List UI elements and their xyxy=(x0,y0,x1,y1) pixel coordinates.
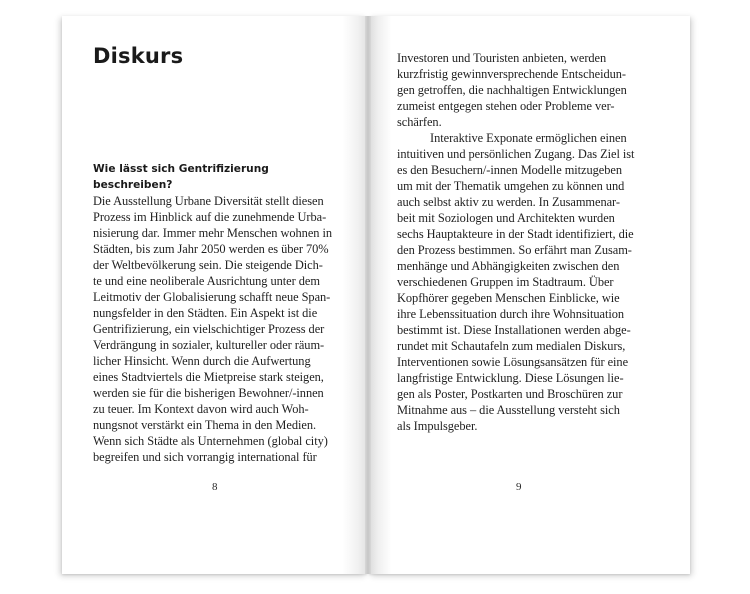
body-line: der Weltbevölkerung sein. Die steigende Dich- xyxy=(93,258,323,272)
subheading-line: Wie lässt sich Gentrifizierung xyxy=(93,163,269,175)
body-line: auch selbst aktiv zu werden. In Zusammenar- xyxy=(397,195,620,209)
body-line: gen getroffen, die nachhaltigen Entwicklungen xyxy=(397,83,627,97)
page-number-left: 8 xyxy=(212,481,218,493)
body-line: intuitiven und persönlichen Zugang. Das Ziel ist xyxy=(397,147,635,161)
body-line: eines Stadtviertels die Mietpreise stark steigen, xyxy=(93,370,324,384)
body-line: nungsnot verstärkt ein Thema in den Medien. xyxy=(93,418,317,432)
body-line: bestimmt ist. Diese Installationen werden abge- xyxy=(397,323,631,337)
body-line: Verdrängung in sozialer, kultureller oder räum- xyxy=(93,338,325,352)
body-line: Prozess im Hinblick auf die zunehmende Urba- xyxy=(93,210,327,224)
body-line: nisierung dar. Immer mehr Menschen wohnen in xyxy=(93,226,333,240)
body-line: gen als Poster, Postkarten und Broschüren zur xyxy=(397,387,623,401)
body-line: Gentrifizierung, ein vielschichtiger Prozess der xyxy=(93,322,325,336)
body-line: Investoren und Touristen anbieten, werden xyxy=(397,51,607,65)
body-line-indented: Interaktive Exponate ermöglichen einen xyxy=(430,131,627,145)
body-line: rundet mit Schautafeln zum medialen Diskurs, xyxy=(397,339,626,353)
body-line: kurzfristig gewinnversprechende Entscheidun- xyxy=(397,67,627,81)
body-line: ihre Lebenssituation durch ihre Wohnsituation xyxy=(397,307,625,321)
body-line: zu teuer. Im Kontext davon wird auch Woh- xyxy=(93,402,309,416)
body-line: licher Hinsicht. Wenn durch die Aufwertung xyxy=(93,354,311,368)
body-line: Interventionen sowie Lösungsansätzen für eine xyxy=(397,355,629,369)
section-subheading xyxy=(93,161,313,193)
body-line: den Prozess bestimmen. So erfährt man Zusam- xyxy=(397,243,632,257)
body-line: um mit der Thematik umgehen zu können und xyxy=(397,179,625,193)
body-line: Mitnahme aus – die Ausstellung versteht sich xyxy=(397,403,620,417)
book-gutter xyxy=(365,16,371,574)
body-line: Kopfhörer gegeben Menschen Einblicke, wie xyxy=(397,291,620,305)
right-body-text xyxy=(397,50,657,434)
page-number-right: 9 xyxy=(516,481,522,493)
body-line: langfristige Entwicklung. Diese Lösungen lie- xyxy=(397,371,624,385)
body-line: werden sie für die bisherigen Bewohner/-innen xyxy=(93,386,324,400)
body-line: beit mit Soziologen und Architekten wurden xyxy=(397,211,615,225)
body-line: verschiedenen Gruppen im Stadtraum. Über xyxy=(397,275,614,289)
body-line: begreifen und sich vorrangig international für xyxy=(93,450,317,464)
body-line: menhänge und Abhängigkeiten zwischen den xyxy=(397,259,620,273)
book-spread xyxy=(62,16,690,574)
page-title: Diskurs xyxy=(93,44,184,68)
body-line: Die Ausstellung Urbane Diversität stellt diesen xyxy=(93,194,324,208)
body-line: nungsfelder in den Städten. Ein Aspekt ist die xyxy=(93,306,318,320)
body-line: Städten, bis zum Jahr 2050 werden es über 70% xyxy=(93,242,329,256)
body-line: Wenn sich Städte als Unternehmen (global city) xyxy=(93,434,328,448)
body-line: sechs Hauptakteure in der Stadt identifiziert, die xyxy=(397,227,634,241)
body-line: als Impulsgeber. xyxy=(397,419,478,433)
body-line: schärfen. xyxy=(397,115,442,129)
body-line: zumeist entgegen stehen oder Probleme ver- xyxy=(397,99,615,113)
body-line: Leitmotiv der Globalisierung schafft neue Span- xyxy=(93,290,331,304)
body-line: es den Besuchern/-innen Modelle mitzugeben xyxy=(397,163,622,177)
body-line: te und eine neoliberale Ausrichtung unter dem xyxy=(93,274,320,288)
left-body-text xyxy=(93,193,353,465)
subheading-line: beschreiben? xyxy=(93,179,173,191)
